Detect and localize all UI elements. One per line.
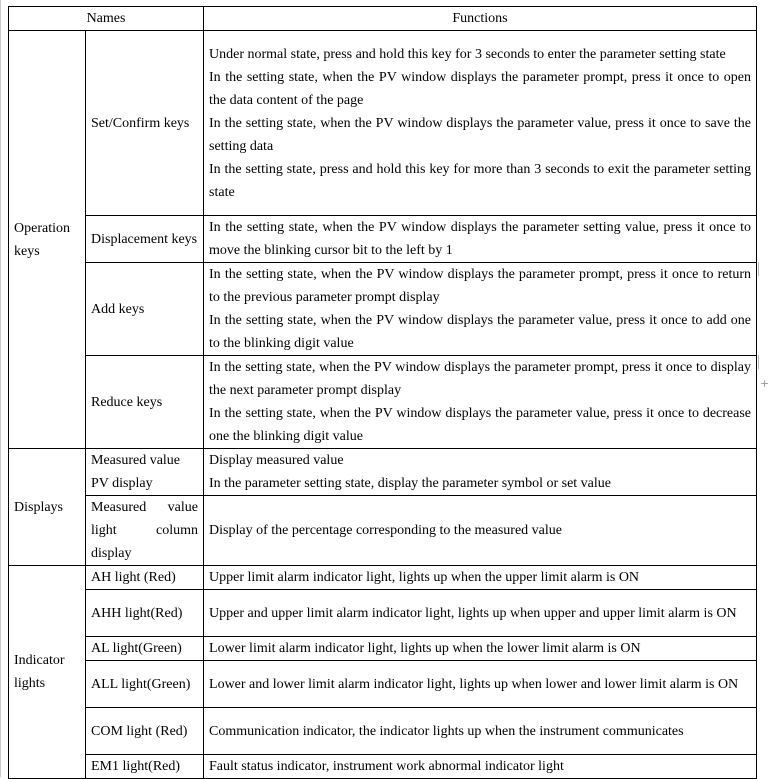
function-line: Lower and lower limit alarm indicator light, lights up when lower and lower limit alarm is ON [209,676,739,692]
function-line: In the parameter setting state, display the parameter symbol or set value [209,476,611,491]
row-functions [204,263,757,356]
function-line: In the setting state, when the PV window displays the parameter prompt, press it once to display the next parameter prompt display [209,360,752,398]
table-header-row [9,7,757,31]
row-functions [204,31,757,216]
row-name: Displacement keys [86,216,204,263]
table-row [9,708,757,755]
row-name: COM light (Red) [86,708,204,755]
table-row [9,496,757,566]
row-name: AH light (Red) [86,566,204,590]
edge-marker [758,355,759,369]
table-row [9,637,757,661]
table-row [9,661,757,708]
table-row [9,590,757,637]
row-functions [204,356,757,449]
row-name: Add keys [86,263,204,356]
row-name: ALL light(Green) [86,661,204,708]
row-name: Reduce keys [86,356,204,449]
table-row [9,449,757,496]
row-functions [204,708,757,755]
expand-icon[interactable]: + [760,377,769,390]
row-functions [204,449,757,496]
function-line: Fault status indicator, instrument work abnormal indicator light [209,759,564,774]
header-names: Names [9,7,204,31]
function-line: In the setting state, press and hold this key for more than 3 seconds to exit the parameter setting state [209,161,752,200]
function-line: Lower limit alarm indicator light, lights up when the lower limit alarm is ON [209,641,641,656]
function-line: In the setting state, when the PV window displays the parameter setting value, press it once to move the blinking cursor bit to the left by 1 [209,220,752,258]
row-functions [204,590,757,637]
row-name: Set/Confirm keys [86,31,204,216]
function-line: In the setting state, when the PV window displays the parameter value, press it once to decrease one the blinking digit value [209,406,752,444]
function-line: In the setting state, when the PV window displays the parameter prompt, press it once to return to the previous parameter prompt display [209,267,752,305]
function-line: In the setting state, when the PV window displays the parameter value, press it once to save the setting data [209,115,752,154]
function-line: Display of the percentage corresponding to the measured value [209,523,562,538]
header-functions: Functions [204,7,757,31]
function-line: In the setting state, when the PV window displays the parameter prompt, press it once to open the data content of the page [209,69,752,108]
row-name: Measured value light column display [86,496,204,566]
row-name: Measured value PV display [86,449,204,496]
functions-table [8,6,757,779]
function-line: Display measured value [209,453,344,468]
row-functions [204,216,757,263]
row-name: AHH light(Red) [86,590,204,637]
function-line: In the setting state, when the PV window displays the parameter value, press it once to add one to the blinking digit value [209,313,752,351]
function-line: Communication indicator, the indicator lights up when the instrument communicates [209,723,684,739]
table-row [9,31,757,216]
group-indicator-lights: Indicator lights [9,566,86,779]
row-name: EM1 light(Red) [86,755,204,779]
function-line: Upper and upper limit alarm indicator light, lights up when upper and upper limit alarm is ON [209,605,737,621]
table-row [9,566,757,590]
row-functions [204,661,757,708]
row-functions [204,566,757,590]
group-operation-keys: Operation keys [9,31,86,449]
function-line: Under normal state, press and hold this key for 3 seconds to enter the parameter setting state [209,46,726,62]
row-functions [204,755,757,779]
function-line: Upper limit alarm indicator light, lights up when the upper limit alarm is ON [209,570,640,585]
row-functions [204,637,757,661]
group-displays: Displays [9,449,86,566]
table-row [9,216,757,263]
edge-marker [758,262,759,276]
table-row [9,356,757,449]
table-row [9,263,757,356]
row-name: AL light(Green) [86,637,204,661]
page-edge [0,0,1,777]
table-row [9,755,757,779]
row-functions [204,496,757,566]
